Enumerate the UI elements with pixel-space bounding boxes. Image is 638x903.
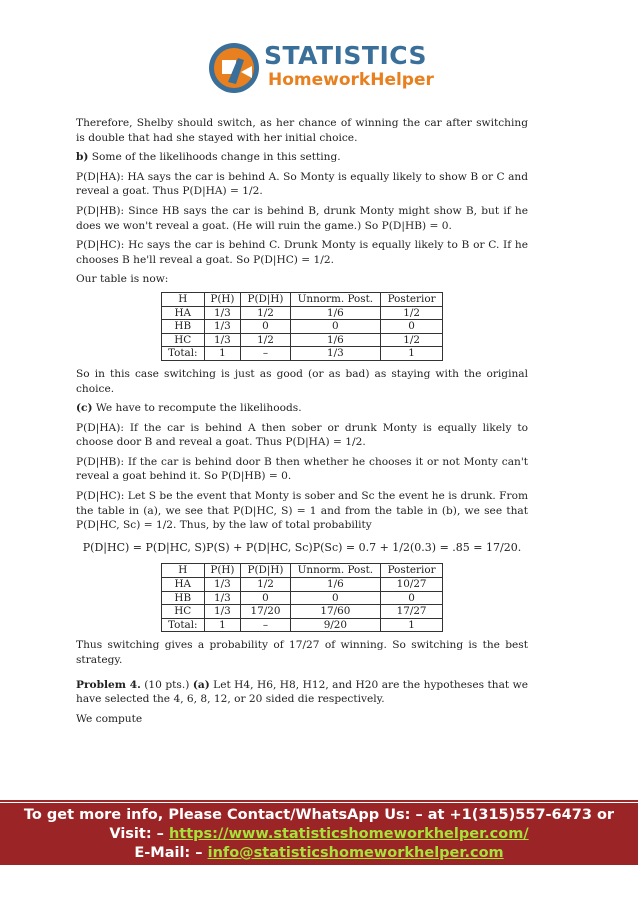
table-cell: 1/2	[381, 333, 443, 347]
table-cell: 17/20	[241, 605, 290, 619]
table-cell: 1/3	[290, 347, 381, 361]
website-link[interactable]: https://www.statisticshomeworkhelper.com/	[168, 826, 529, 842]
paragraph	[76, 678, 528, 707]
part-label: (c)	[76, 402, 93, 415]
contact-footer	[0, 803, 638, 865]
paragraph: P(D|HB): Since HB says the car is behind B, drunk Monty might show B, but if he does we won't reveal a goat. (He will ruin the game.) So P(D|HB) = 0.	[76, 204, 528, 232]
paragraph-text: Let H4, H6, H8, H12, and H20 are the hypotheses that we have selected the 4, 6, 8, 12, or 20 sided die respectively.	[76, 678, 528, 706]
part-label: (a)	[192, 678, 210, 691]
table-row	[162, 320, 443, 334]
table-cell: Total:	[162, 347, 205, 361]
logo	[208, 40, 448, 98]
paragraph: Therefore, Shelby should switch, as her chance of winning the car after switching is double that had she stayed with her initial choice.	[76, 117, 528, 144]
table-cell: HA	[162, 578, 205, 592]
table-cell: 10/27	[381, 578, 443, 592]
table-row	[162, 306, 443, 320]
table-cell: 17/27	[381, 605, 443, 619]
table-cell: 1/3	[204, 306, 241, 320]
logo-subtitle: HomeworkHelper	[268, 70, 434, 90]
table-row	[162, 591, 443, 605]
paragraph: We compute	[76, 712, 143, 725]
table-cell: 1/3	[204, 320, 241, 334]
email-link[interactable]: info@statisticshomeworkhelper.com	[207, 845, 504, 861]
paragraph: P(D|HC): Hc says the car is behind C. Drunk Monty is equally likely to B or C. If he chooses B he'll reveal a goat. So P(D|HC) = 1/2.	[76, 239, 528, 266]
table-cell: 9/20	[290, 618, 381, 632]
paragraph	[76, 150, 528, 165]
table-row	[162, 578, 443, 592]
table-row	[162, 347, 443, 361]
table-header: P(D|H)	[241, 292, 290, 306]
table-cell: 1	[381, 347, 443, 361]
posterior-table-b	[161, 292, 443, 361]
table-cell: 1/2	[241, 306, 290, 320]
table-cell: 0	[381, 320, 443, 334]
table-cell: 0	[381, 591, 443, 605]
table-header: P(H)	[204, 292, 241, 306]
email-line	[0, 844, 638, 863]
table-cell: 0	[290, 320, 381, 334]
logo-title: STATISTICS	[264, 41, 428, 70]
table-header-row	[162, 292, 443, 306]
paragraph-text: (10 pts.)	[140, 678, 193, 691]
table-row	[162, 333, 443, 347]
table-header: Unnorm. Post.	[290, 292, 381, 306]
table-cell: –	[241, 618, 290, 632]
table-cell: 1/2	[381, 306, 443, 320]
table-header: P(D|H)	[241, 564, 290, 578]
table-cell: 1/3	[204, 605, 241, 619]
table-header: P(H)	[204, 564, 241, 578]
paragraph: P(D|HA): HA says the car is behind A. So Monty is equally likely to show B or C and reveal a goat. Thus P(D|HA) = 1/2.	[76, 170, 528, 198]
table-cell: HC	[162, 333, 205, 347]
table-cell: 1	[204, 618, 241, 632]
table-header: H	[162, 292, 205, 306]
table-cell: 1/6	[290, 578, 381, 592]
paragraph: So in this case switching is just as good (or as bad) as staying with the original choice.	[76, 367, 528, 395]
table-cell: 1/3	[204, 591, 241, 605]
table-cell: 17/60	[290, 605, 381, 619]
equation: P(D|HC) = P(D|HC, S)P(S) + P(D|HC, Sc)P(Sc) = 0.7 + 1/2(0.3) = .85 = 17/20.	[82, 540, 522, 554]
website-line	[0, 825, 638, 844]
table-cell: 1/2	[241, 578, 290, 592]
table-cell: 0	[241, 591, 290, 605]
paragraph: P(D|HB): If the car is behind door B then whether he chooses it or not Monty can't reveal a goat behind it. So P(D|HB) = 0.	[76, 455, 528, 483]
table-row	[162, 605, 443, 619]
part-label: b)	[76, 151, 89, 164]
problem-label: Problem 4.	[76, 678, 141, 691]
table-cell: –	[241, 347, 290, 361]
table-header: Unnorm. Post.	[290, 564, 381, 578]
document-body	[76, 116, 528, 731]
table-header: Posterior	[381, 292, 443, 306]
paragraph: Our table is now:	[76, 273, 169, 286]
email-label: E-Mail: –	[134, 845, 208, 861]
table-cell: 0	[241, 320, 290, 334]
posterior-table-c	[161, 563, 443, 632]
table-cell: 1/2	[241, 333, 290, 347]
table-header: H	[162, 564, 205, 578]
table-cell: HA	[162, 306, 205, 320]
table-cell: 1/6	[290, 333, 381, 347]
table-row	[162, 618, 443, 632]
paragraph-text: We have to recompute the likelihoods.	[92, 402, 302, 415]
paragraph-text: Some of the likelihoods change in this setting.	[88, 151, 341, 164]
table-cell: Total:	[162, 618, 205, 632]
paragraph: Thus switching gives a probability of 17/27 of winning. So switching is the best strategy.	[76, 639, 528, 666]
table-cell: 0	[290, 591, 381, 605]
table-cell: HB	[162, 320, 205, 334]
table-header-row	[162, 564, 443, 578]
table-cell: 1/3	[204, 333, 241, 347]
table-header: Posterior	[381, 564, 443, 578]
logo-icon	[208, 42, 260, 94]
paragraph: P(D|HA): If the car is behind A then sober or drunk Monty is equally likely to choose door B and reveal a goat. Thus P(D|HA) = 1/2.	[76, 421, 528, 449]
table-cell: HB	[162, 591, 205, 605]
table-cell: 1	[381, 618, 443, 632]
website-label: Visit: –	[109, 826, 169, 842]
contact-line: To get more info, Please Contact/WhatsApp Us: – at +1(315)557-6473 or	[23, 807, 615, 823]
footer-divider	[0, 800, 638, 802]
table-cell: 1/6	[290, 306, 381, 320]
paragraph: P(D|HC): Let S be the event that Monty is sober and Sc the event he is drunk. From the table in (a), we see that P(D|HC, S) = 1 and from the table in (b), we see that P(D|HC, Sc) = 1/2. Thus, by the law of total probability	[76, 490, 528, 532]
table-cell: 1	[204, 347, 241, 361]
table-cell: HC	[162, 605, 205, 619]
paragraph	[76, 401, 528, 416]
table-cell: 1/3	[204, 578, 241, 592]
